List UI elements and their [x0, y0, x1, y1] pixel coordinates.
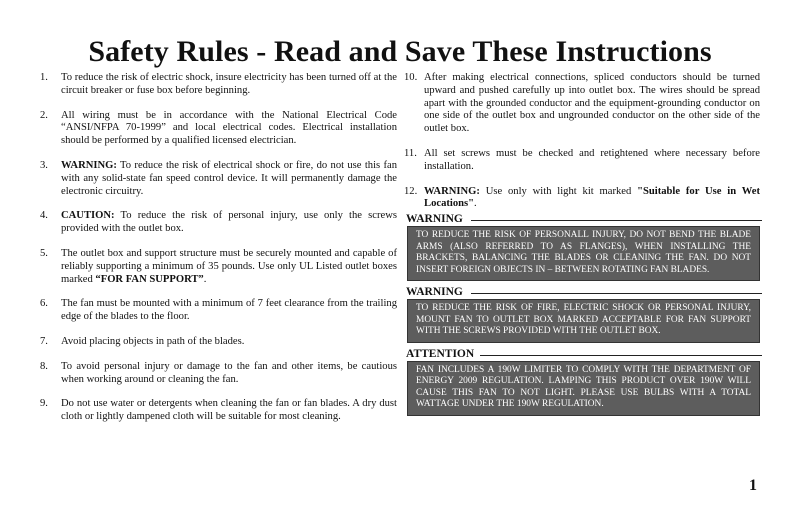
notice-box-1: TO REDUCE THE RISK OF PERSONALL INJURY, DO NOT BEND THE BLADE ARMS (ALSO REFERRED TO AS FLANGES), WHEN INSTALLING THE BRACKETS, BALANCING THE BLADES OR CLEANING THE FAN. DO NOT INSERT FOREIGN OBJECTS IN – BETWEEN ROTATING FAN BLADES.: [407, 226, 760, 281]
left-column: [40, 72, 397, 424]
notice-box-2: TO REDUCE THE RISK OF FIRE, ELECTRIC SHOCK OR PERSONAL INJURY, MOUNT FAN TO OUTLET BOX MARKED ACCEPTABLE FOR FAN SUPPORT WITH THE SCREWS PROVIDED WITH THE OUTLET BOX.: [407, 299, 760, 343]
rule-item-9: 9. Do not use water or detergents when cleaning the fan or fan blades. A dry dust cloth or lightly dampened cloth will be suitable for most cleaning.: [40, 398, 397, 423]
notice-box-3: FAN INCLUDES A 190W LIMITER TO COMPLY WITH THE DEPARTMENT OF ENERGY 2009 REGULATION. LAMPING THIS PRODUCT OVER 190W WILL CAUSE THIS FAN TO NOT LIGHT. PLEASE USE BULBS WITH A TOTAL WATTAGE UNDER THE 190W REGULATION.: [407, 361, 760, 416]
notice-heading-2: WARNING: [406, 286, 760, 299]
rule-item-5: 5. The outlet box and support structure must be securely mounted and capable of reliably supporting a minimum of 35 pounds. Use only UL Listed outlet boxes marked “FOR FAN SUPPORT”.: [40, 247, 397, 285]
rule-item-12: 12. WARNING: Use only with light kit marked "Suitable for Use in Wet Locations".: [404, 185, 760, 210]
page-title: Safety Rules - Read and Save These Instructions: [88, 35, 712, 68]
notice-rule-line: [480, 355, 762, 356]
notice-heading-1: WARNING: [406, 213, 760, 226]
rule-item-10: 10. After making electrical connections, spliced conductors should be turned upward and pushed carefully up into outlet box. The wires should be spread apart with the grounded conductor and the equipment-grounding conductor on one side of the outlet box and ungrounded conductor on the other side of the outlet box.: [404, 72, 760, 135]
right-column: [404, 72, 760, 416]
rule-item-8: 8. To avoid personal injury or damage to the fan and other items, be cautious when working around or cleaning the fan.: [40, 360, 397, 385]
rule-item-3: 3. WARNING: To reduce the risk of electrical shock or fire, do not use this fan with any solid-state fan speed control device. It will permanently damage the electronic circuitry.: [40, 159, 397, 197]
notice-rule-line: [471, 293, 762, 294]
rule-item-7: 7. Avoid placing objects in path of the blades.: [40, 335, 245, 347]
rule-item-11: 11. All set screws must be checked and retightened where necessary before installation.: [404, 147, 760, 172]
notice-heading-3: ATTENTION: [406, 348, 760, 361]
page-number: 1: [749, 477, 757, 494]
rule-item-2: 2. All wiring must be in accordance with the National Electrical Code “ANSI/NFPA 70-1999” and local electrical codes. Electrical installation should be performed by a qualified licensed electrician.: [40, 109, 397, 147]
rule-item-1: 1. To reduce the risk of electric shock, insure electricity has been turned off at the circuit breaker or fuse box before beginning.: [40, 72, 397, 96]
notice-rule-line: [471, 220, 762, 221]
rule-item-4: 4. CAUTION: To reduce the risk of personal injury, use only the screws provided with the outlet box.: [40, 210, 397, 235]
rule-item-6: 6. The fan must be mounted with a minimum of 7 feet clearance from the trailing edge of the blades to the floor.: [40, 298, 397, 323]
